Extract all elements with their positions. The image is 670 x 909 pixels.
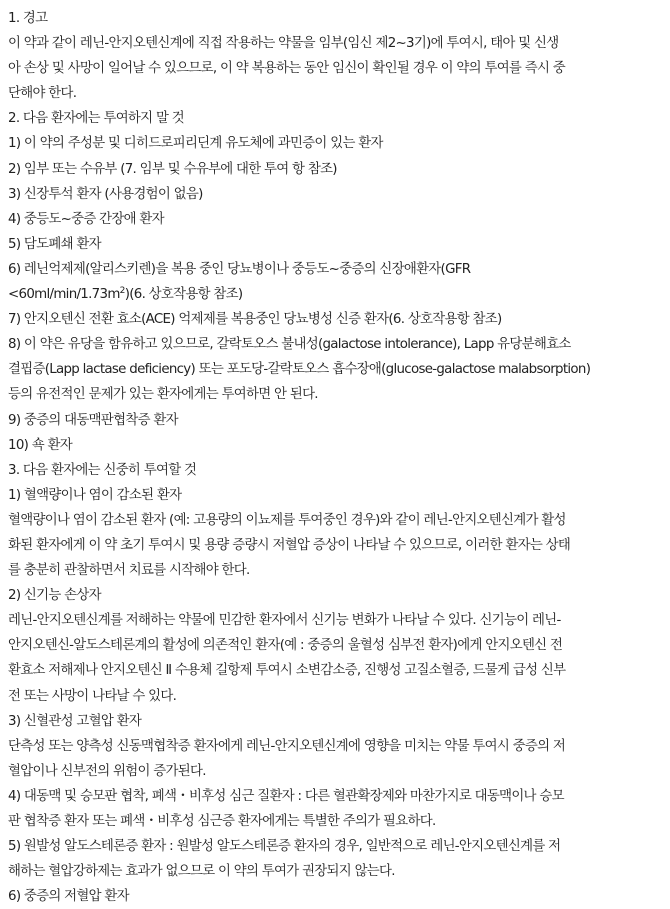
- paragraph-line: 해하는 혈압강하제는 효과가 없으므로 이 약의 투여가 권장되지 않는다.: [8, 864, 395, 880]
- list-item: 4) 중등도~중증 간장애 환자: [8, 211, 164, 227]
- section-heading-caution: 3. 다음 환자에는 신중히 투여할 것: [8, 462, 197, 478]
- paragraph-line: 결핍증(Lapp lactase deficiency) 또는 포도당-갈락토오스 흡수장애(glucose-galactose malabsorption): [8, 362, 591, 378]
- paragraph-line: 혈액량이나 염이 감소된 환자 (예: 고용량의 이뇨제를 투여중인 경우)와 같이 레닌-안지오텐신계가 활성: [8, 512, 566, 528]
- paragraph-line: 판 협착증 환자 또는 폐색・비후성 심근증 환자에게는 특별한 주의가 필요하다.: [8, 814, 436, 829]
- list-item: 1) 이 약의 주성분 및 디히드로피리딘계 유도체에 과민증이 있는 환자: [8, 136, 383, 152]
- subheading: 3) 신혈관성 고혈압 환자: [8, 713, 142, 729]
- paragraph-line: 를 충분히 관찰하면서 치료를 시작해야 한다.: [8, 563, 250, 579]
- paragraph-line: 단해야 한다.: [8, 86, 77, 102]
- list-item: 5) 담도폐쇄 환자: [8, 236, 101, 252]
- list-item: 10) 쇽 환자: [8, 437, 72, 453]
- subheading: 1) 혈액량이나 염이 감소된 환자: [8, 487, 182, 503]
- paragraph-line: 이 약과 같이 레닌-안지오텐신계에 직접 작용하는 약물을 임부(임신 제2~3기)에 투여시, 태아 및 신생: [8, 36, 559, 52]
- section-heading-warning: 1. 경고: [8, 11, 48, 26]
- subheading: 5) 원발성 알도스테론증 환자 : 원발성 알도스테론증 환자의 경우, 일반적으로 레닌-안지오텐신계를 저: [8, 839, 561, 855]
- list-item: 6) 레닌억제제(알리스키렌)을 복용 중인 당뇨병이나 중등도~중증의 신장애환자(GFR: [8, 261, 471, 277]
- list-item: 2) 임부 또는 수유부 (7. 임부 및 수유부에 대한 투여 항 참조): [8, 161, 337, 177]
- list-item: 9) 중증의 대동맥판협착증 환자: [8, 412, 178, 428]
- gfr-superscript: 2: [119, 286, 125, 297]
- paragraph-line: 전 또는 사망이 나타날 수 있다.: [8, 688, 177, 704]
- gfr-line: [8, 282, 664, 307]
- paragraph-line: 화된 환자에게 이 약 초기 투여시 및 용량 증량시 저혈압 증상이 나타날 수 있으므로, 이러한 환자는 상태: [8, 537, 571, 553]
- paragraph-line: 아 손상 및 사망이 일어날 수 있으므로, 이 약 복용하는 동안 임신이 확인될 경우 이 약의 투여를 즉시 중: [8, 61, 565, 77]
- gfr-text: <60ml/min/1.73m: [8, 287, 120, 303]
- paragraph-line: 등의 유전적인 문제가 있는 환자에게는 투여하면 안 된다.: [8, 387, 318, 403]
- paragraph-line: 혈압이나 신부전의 위험이 증가된다.: [8, 763, 206, 779]
- section-heading-contraindications: 2. 다음 환자에는 투여하지 말 것: [8, 111, 184, 127]
- list-item: 8) 이 약은 유당을 함유하고 있으므로, 갈락토오스 불내성(galactose intolerance), Lapp 유당분해효소: [8, 337, 571, 353]
- paragraph-line: 환효소 저해제나 안지오텐신 Ⅱ 수용체 길항제 투여시 소변감소증, 진행성 고질소혈증, 드물게 급성 신부: [8, 663, 566, 679]
- gfr-reference: )(6. 상호작용항 참조): [124, 287, 243, 303]
- subheading: 4) 대동맥 및 승모판 협착, 폐색・비후성 심근 질환자 : 다른 혈관확장제와 마찬가지로 대동맥이나 승모: [8, 788, 564, 804]
- list-item: 3) 신장투석 환자 (사용경험이 없음): [8, 186, 203, 202]
- subheading: 2) 신기능 손상자: [8, 588, 101, 604]
- paragraph-line: 안지오텐신-알도스테론계의 활성에 의존적인 환자(예 : 중증의 울혈성 심부전 환자)에게 안지오텐신 전: [8, 638, 563, 654]
- subheading: 6) 중증의 저혈압 환자: [8, 889, 129, 905]
- paragraph-line: 레닌-안지오텐신계를 저해하는 약물에 민감한 환자에서 신기능 변화가 나타날 수 있다. 신기능이 레닌-: [8, 613, 561, 629]
- list-item: 7) 안지오텐신 전환 효소(ACE) 억제제를 복용중인 당뇨병성 신증 환자(6. 상호작용항 참조): [8, 312, 502, 328]
- paragraph-line: 단측성 또는 양측성 신동맥협착증 환자에게 레닌-안지오텐신계에 영향을 미치는 약물 투여시 중증의 저: [8, 738, 566, 754]
